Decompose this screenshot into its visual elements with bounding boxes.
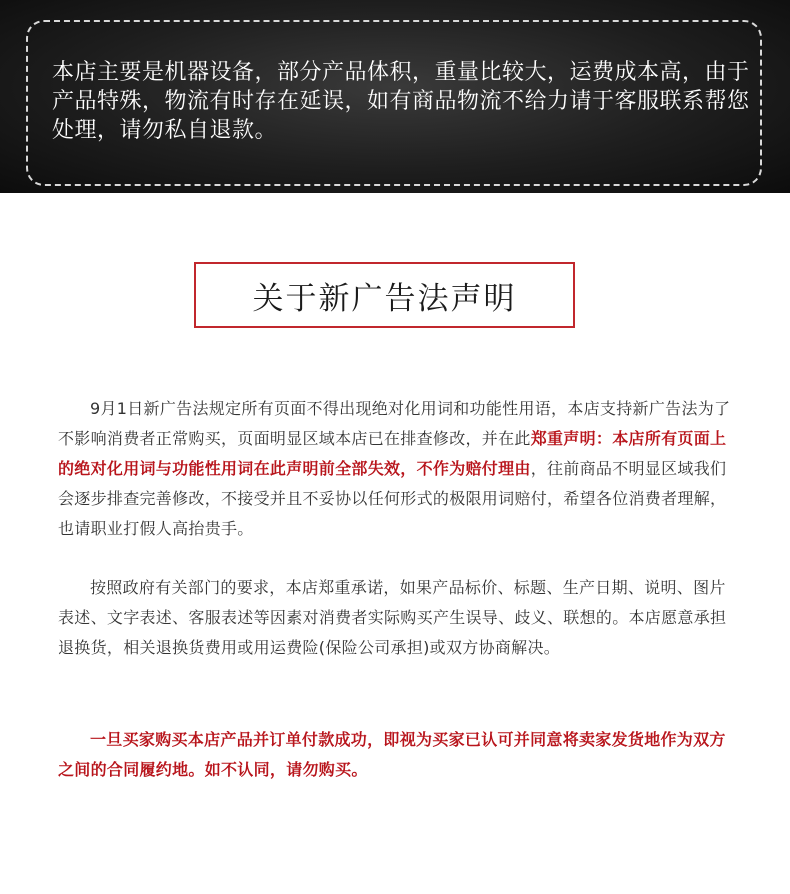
top-banner xyxy=(0,0,790,193)
paragraph-ad-law-tail: ，往前商品不明显区域我们会逐步排查完善修改，不接受并且不妥协以任何形式的极限用词赔付，希望各位消费者理解，也请职业打假人高抬贵手。 xyxy=(58,459,727,538)
title-box xyxy=(194,262,575,328)
solemn-declaration-emphasis: 郑重声明：本店所有页面上的绝对化用词与功能性用词在此声明前全部失效，不作为赔付理由 xyxy=(58,429,727,478)
paragraph-ad-law-lead: 9月1日新广告法规定所有页面不得出现绝对化用词和功能性用语，本店支持新广告法为了不影响消费者正常购买，页面明显区域本店已在排查修改，并在此 xyxy=(58,399,731,448)
page-title: 关于新广告法声明 xyxy=(252,280,517,317)
paragraph-ad-law xyxy=(58,394,738,544)
paragraph-contract-location: 一旦买家购买本店产品并订单付款成功，即视为买家已认可并同意将卖家发货地作为双方之间的合同履约地。如不认同，请勿购买。 xyxy=(58,730,726,779)
shipping-notice-text: 本店主要是机器设备，部分产品体积，重量比较大，运费成本高，由于产品特殊，物流有时存在延误，如有商品物流不给力请于客服联系帮您处理，请勿私自退款。 xyxy=(52,60,750,143)
paragraph-commitment: 按照政府有关部门的要求，本店郑重承诺，如果产品标价、标题、生产日期、说明、图片表述、文字表述、客服表述等因素对消费者实际购买产生误导、歧义、联想的。本店愿意承担退换货，相关退换货费用或用运费险(保险公司承担)或双方协商解决。 xyxy=(58,578,727,657)
